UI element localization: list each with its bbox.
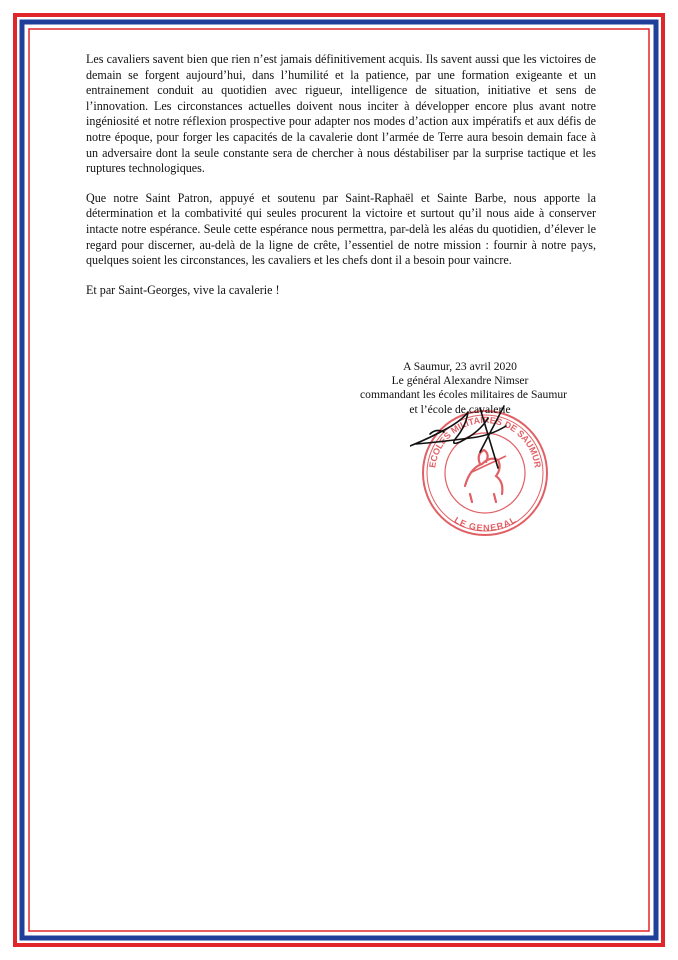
signature-title-line-1: commandant les écoles militaires de Saumur (360, 388, 568, 402)
paragraph-2: Que notre Saint Patron, appuyé et soutenu par Saint-Raphaël et Sainte Barbe, nous apporte la détermination et la combativité qui seules procurent la victoire et surtout qu’il nous aide à conserver intacte notre espérance. Seule cette espérance nous permettra, par-delà les aléas du quotidien, d’élever le regard pour discerner, au-delà de la ligne de crête, l’essentiel de notre mission : fournir à notre pays, quelques soient les circonstances, les cavaliers et les chefs dont il a besoin pour vaincre. (86, 190, 596, 268)
signature-title-line-2: et l’école de cavalerie (409, 402, 511, 416)
svg-text:ECOLES MILITAIRES DE SAUMUR: ECOLES MILITAIRES DE SAUMUR (427, 414, 543, 469)
signature-block (360, 360, 568, 417)
official-seal-and-signature (410, 398, 560, 548)
paragraph-1: Les cavaliers savent bien que rien n’est jamais définitivement acquis. Ils savent aussi que les victoires de demain se forgent aujourd’hui, dans l’humilité et la patience, par une formation exigeante et un entrainement conduit au quotidien avec rigueur, intelligence de situation, initiative et sens de l’innovation. Les circonstances actuelles doivent nous inciter à développer encore plus avant notre ingéniosité et notre réflexion prospective pour adapter nos modes d’action aux impératifs et aux défis de notre époque, pour forger les capacités de la cavalerie dont l’armée de Terre aura besoin demain face à un adversaire dont la seule constante sera de chercher à nous déstabiliser par la surprise tactique et les ruptures technologiques. (86, 52, 596, 176)
signature-name-rank: Le général Alexandre Nimser (391, 374, 529, 388)
stamp (423, 411, 547, 535)
letter-body (86, 52, 596, 312)
svg-text:LE GENERAL: LE GENERAL (452, 514, 518, 534)
paragraph-3: Et par Saint-Georges, vive la cavalerie ! (86, 282, 280, 297)
signature-place-date: A Saumur, 23 avril 2020 (403, 360, 517, 373)
